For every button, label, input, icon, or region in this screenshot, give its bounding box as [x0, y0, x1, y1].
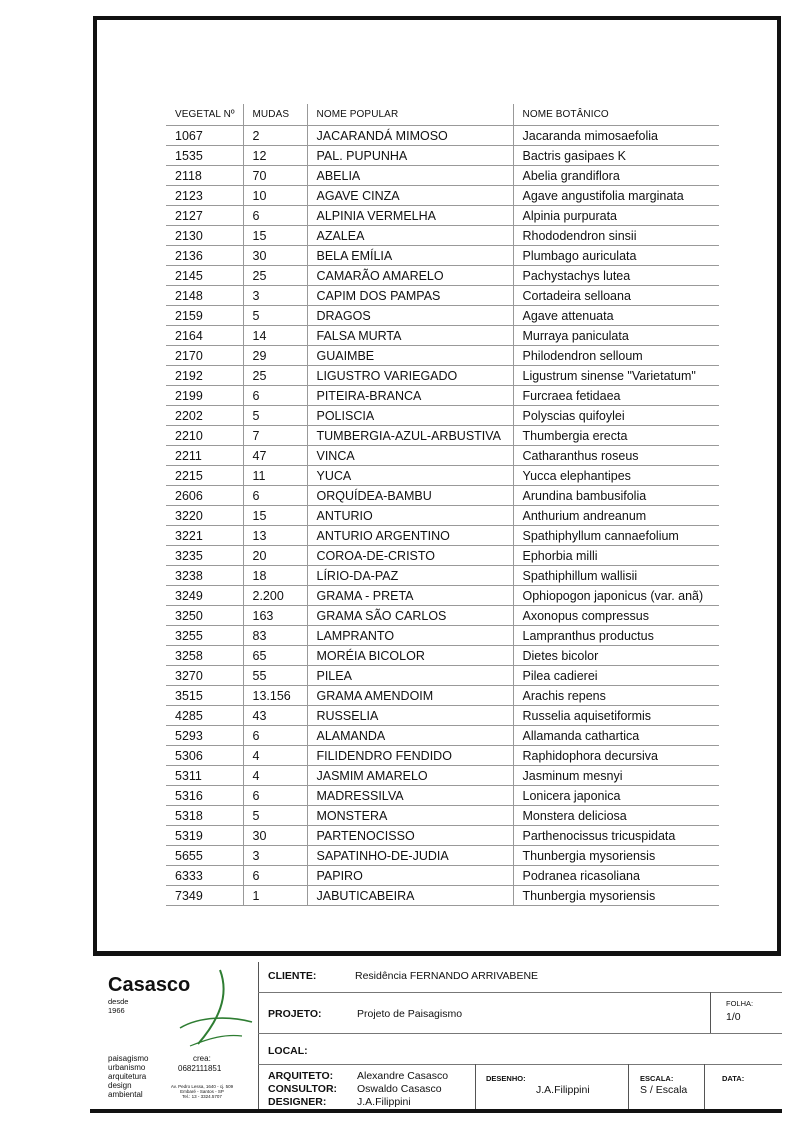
cell-vegetal-number: 2606	[166, 486, 243, 506]
cell-nome-botanico: Thumbergia erecta	[513, 426, 719, 446]
cell-nome-popular: PITEIRA-BRANCA	[307, 386, 513, 406]
table-row	[166, 866, 719, 886]
cell-mudas: 18	[243, 566, 307, 586]
cell-mudas: 12	[243, 146, 307, 166]
folha-value: 1/0	[726, 1011, 741, 1023]
cell-nome-popular: YUCA	[307, 466, 513, 486]
cell-vegetal-number: 2199	[166, 386, 243, 406]
cell-vegetal-number: 3255	[166, 626, 243, 646]
cell-nome-popular: LÍRIO-DA-PAZ	[307, 566, 513, 586]
table-row	[166, 406, 719, 426]
cell-nome-popular: DRAGOS	[307, 306, 513, 326]
cell-nome-popular: FALSA MURTA	[307, 326, 513, 346]
cell-vegetal-number: 4285	[166, 706, 243, 726]
cell-vegetal-number: 2136	[166, 246, 243, 266]
cell-vegetal-number: 3270	[166, 666, 243, 686]
cell-nome-botanico: Bactris gasipaes K	[513, 146, 719, 166]
table-row	[166, 266, 719, 286]
cell-nome-popular: PILEA	[307, 666, 513, 686]
cell-mudas: 6	[243, 786, 307, 806]
table-row	[166, 646, 719, 666]
cell-nome-botanico: Ephorbia milli	[513, 546, 719, 566]
cell-mudas: 30	[243, 826, 307, 846]
cell-mudas: 15	[243, 506, 307, 526]
folha-label: FOLHA:	[726, 999, 754, 1008]
cell-mudas: 6	[243, 206, 307, 226]
cell-nome-popular: GRAMA SÃO CARLOS	[307, 606, 513, 626]
table-row	[166, 766, 719, 786]
projeto-label: PROJETO:	[268, 1008, 322, 1020]
cell-mudas: 30	[243, 246, 307, 266]
cell-nome-botanico: Raphidophora decursiva	[513, 746, 719, 766]
designer-value: J.A.Filippini	[357, 1096, 411, 1108]
cell-vegetal-number: 2127	[166, 206, 243, 226]
cell-vegetal-number: 5316	[166, 786, 243, 806]
bottom-rule	[90, 1109, 782, 1113]
data-label: DATA:	[722, 1074, 745, 1083]
table-row	[166, 446, 719, 466]
cell-nome-botanico: Thunbergia mysoriensis	[513, 886, 719, 906]
cell-nome-popular: AGAVE CINZA	[307, 186, 513, 206]
col-header-vegetal: VEGETAL Nº	[166, 104, 243, 126]
cell-vegetal-number: 3220	[166, 506, 243, 526]
cell-nome-popular: GRAMA - PRETA	[307, 586, 513, 606]
table-row	[166, 846, 719, 866]
cell-mudas: 10	[243, 186, 307, 206]
cell-mudas: 4	[243, 746, 307, 766]
cell-nome-botanico: Lampranthus productus	[513, 626, 719, 646]
cell-nome-botanico: Russelia aquisetiformis	[513, 706, 719, 726]
cell-mudas: 3	[243, 846, 307, 866]
table-row	[166, 786, 719, 806]
cell-nome-popular: ALPINIA VERMELHA	[307, 206, 513, 226]
cell-nome-popular: CAPIM DOS PAMPAS	[307, 286, 513, 306]
table-row	[166, 426, 719, 446]
cell-nome-botanico: Furcraea fetidaea	[513, 386, 719, 406]
cell-nome-popular: CAMARÃO AMARELO	[307, 266, 513, 286]
cell-nome-botanico: Arachis repens	[513, 686, 719, 706]
cell-mudas: 43	[243, 706, 307, 726]
cell-vegetal-number: 2192	[166, 366, 243, 386]
cell-mudas: 1	[243, 886, 307, 906]
crea-number: 0682111851	[178, 1064, 222, 1073]
cell-nome-botanico: Spathiphillum wallisii	[513, 566, 719, 586]
table-row	[166, 326, 719, 346]
local-label: LOCAL:	[268, 1045, 308, 1057]
cell-nome-popular: ORQUÍDEA-BAMBU	[307, 486, 513, 506]
cell-mudas: 25	[243, 366, 307, 386]
cell-nome-popular: ANTURIO	[307, 506, 513, 526]
cell-vegetal-number: 7349	[166, 886, 243, 906]
cell-mudas: 13.156	[243, 686, 307, 706]
cell-mudas: 14	[243, 326, 307, 346]
cell-vegetal-number: 3221	[166, 526, 243, 546]
table-header-row	[166, 104, 719, 126]
cell-mudas: 3	[243, 286, 307, 306]
cell-nome-popular: JASMIM AMARELO	[307, 766, 513, 786]
cell-nome-popular: PAL. PUPUNHA	[307, 146, 513, 166]
arquiteto-label: ARQUITETO:	[268, 1070, 334, 1082]
cell-nome-botanico: Ophiopogon japonicus (var. anã)	[513, 586, 719, 606]
cell-nome-popular: FILIDENDRO FENDIDO	[307, 746, 513, 766]
services-list: paisagismo urbanismo arquitetura design ambiental	[108, 1054, 149, 1099]
col-header-mudas: MUDAS	[243, 104, 307, 126]
cell-vegetal-number: 5311	[166, 766, 243, 786]
consultor-label: CONSULTOR:	[268, 1083, 338, 1095]
cell-vegetal-number: 3250	[166, 606, 243, 626]
cell-nome-popular: LAMPRANTO	[307, 626, 513, 646]
cell-mudas: 6	[243, 726, 307, 746]
cell-nome-botanico: Dietes bicolor	[513, 646, 719, 666]
cell-nome-botanico: Ligustrum sinense "Varietatum"	[513, 366, 719, 386]
cell-nome-popular: LIGUSTRO VARIEGADO	[307, 366, 513, 386]
table-row	[166, 506, 719, 526]
cell-vegetal-number: 6333	[166, 866, 243, 886]
cell-vegetal-number: 2130	[166, 226, 243, 246]
cell-nome-botanico: Parthenocissus tricuspidata	[513, 826, 719, 846]
brand-name: Casasco	[108, 974, 191, 996]
cell-vegetal-number: 3515	[166, 686, 243, 706]
cell-nome-botanico: Agave attenuata	[513, 306, 719, 326]
cell-nome-popular: GRAMA AMENDOIM	[307, 686, 513, 706]
cell-nome-botanico: Plumbago auriculata	[513, 246, 719, 266]
table-row	[166, 346, 719, 366]
table-row	[166, 166, 719, 186]
cell-nome-popular: ALAMANDA	[307, 726, 513, 746]
cell-vegetal-number: 5293	[166, 726, 243, 746]
cell-nome-popular: RUSSELIA	[307, 706, 513, 726]
cell-mudas: 13	[243, 526, 307, 546]
cell-nome-popular: COROA-DE-CRISTO	[307, 546, 513, 566]
table-row	[166, 666, 719, 686]
cell-nome-botanico: Anthurium andreanum	[513, 506, 719, 526]
cell-nome-popular: MADRESSILVA	[307, 786, 513, 806]
cell-mudas: 47	[243, 446, 307, 466]
cell-nome-popular: GUAIMBE	[307, 346, 513, 366]
plant-schedule-table	[166, 104, 719, 906]
cell-vegetal-number: 3258	[166, 646, 243, 666]
table-row	[166, 146, 719, 166]
table-body	[166, 126, 719, 906]
table-row	[166, 746, 719, 766]
cell-nome-popular: ANTURIO ARGENTINO	[307, 526, 513, 546]
cell-vegetal-number: 2148	[166, 286, 243, 306]
cell-mudas: 2	[243, 126, 307, 146]
table-row	[166, 886, 719, 906]
cell-nome-popular: JABUTICABEIRA	[307, 886, 513, 906]
desenho-label: DESENHO:	[486, 1074, 526, 1083]
cell-nome-popular: MORÉIA BICOLOR	[307, 646, 513, 666]
cell-nome-botanico: Cortadeira selloana	[513, 286, 719, 306]
table-row	[166, 706, 719, 726]
company-address: Av. Pedro Lessa, 1640 - cj. 509 Embaré - Santos - SP Tel.: 13 - 3324.5707	[170, 1084, 234, 1099]
col-header-nome-popular: NOME POPULAR	[307, 104, 513, 126]
cell-nome-botanico: Agave angustifolia marginata	[513, 186, 719, 206]
cell-nome-botanico: Catharanthus roseus	[513, 446, 719, 466]
since-year: 1966	[108, 1006, 125, 1015]
table-row	[166, 626, 719, 646]
cell-vegetal-number: 3249	[166, 586, 243, 606]
table-row	[166, 206, 719, 226]
cell-vegetal-number: 2210	[166, 426, 243, 446]
cell-mudas: 6	[243, 386, 307, 406]
table-row	[166, 806, 719, 826]
cell-nome-botanico: Philodendron selloum	[513, 346, 719, 366]
escala-value: S / Escala	[640, 1084, 688, 1096]
designer-label: DESIGNER:	[268, 1096, 327, 1108]
cell-nome-botanico: Pilea cadierei	[513, 666, 719, 686]
cell-vegetal-number: 1067	[166, 126, 243, 146]
table-row	[166, 586, 719, 606]
cell-vegetal-number: 2211	[166, 446, 243, 466]
cliente-value: Residência FERNANDO ARRIVABENE	[355, 970, 539, 982]
cell-mudas: 70	[243, 166, 307, 186]
cell-nome-botanico: Axonopus compressus	[513, 606, 719, 626]
cell-vegetal-number: 2164	[166, 326, 243, 346]
cell-nome-popular: TUMBERGIA-AZUL-ARBUSTIVA	[307, 426, 513, 446]
cell-nome-popular: VINCA	[307, 446, 513, 466]
title-block	[90, 962, 782, 1112]
table-row	[166, 526, 719, 546]
cell-mudas: 83	[243, 626, 307, 646]
cell-nome-popular: PAPIRO	[307, 866, 513, 886]
cell-vegetal-number: 5306	[166, 746, 243, 766]
cell-vegetal-number: 1535	[166, 146, 243, 166]
cell-vegetal-number: 3238	[166, 566, 243, 586]
cell-nome-popular: AZALEA	[307, 226, 513, 246]
cell-mudas: 20	[243, 546, 307, 566]
cell-nome-popular: SAPATINHO-DE-JUDIA	[307, 846, 513, 866]
cell-nome-botanico: Yucca elephantipes	[513, 466, 719, 486]
cell-nome-botanico: Pachystachys lutea	[513, 266, 719, 286]
cell-nome-botanico: Abelia grandiflora	[513, 166, 719, 186]
cell-mudas: 6	[243, 486, 307, 506]
arquiteto-value: Alexandre Casasco	[357, 1070, 449, 1082]
table-row	[166, 686, 719, 706]
table-row	[166, 386, 719, 406]
cell-vegetal-number: 2123	[166, 186, 243, 206]
cell-nome-botanico: Monstera deliciosa	[513, 806, 719, 826]
table-row	[166, 826, 719, 846]
cell-nome-popular: ABELIA	[307, 166, 513, 186]
cliente-label: CLIENTE:	[268, 970, 317, 982]
table-row	[166, 726, 719, 746]
cell-nome-popular: MONSTERA	[307, 806, 513, 826]
cell-nome-botanico: Podranea ricasoliana	[513, 866, 719, 886]
table-row	[166, 606, 719, 626]
cell-mudas: 29	[243, 346, 307, 366]
cell-nome-botanico: Alpinia purpurata	[513, 206, 719, 226]
table-row	[166, 186, 719, 206]
cell-mudas: 2.200	[243, 586, 307, 606]
cell-mudas: 11	[243, 466, 307, 486]
cell-nome-popular: JACARANDÁ MIMOSO	[307, 126, 513, 146]
cell-mudas: 5	[243, 806, 307, 826]
cell-nome-botanico: Jasminum mesnyi	[513, 766, 719, 786]
cell-nome-botanico: Thunbergia mysoriensis	[513, 846, 719, 866]
cell-vegetal-number: 5319	[166, 826, 243, 846]
casasco-leaf-logo	[170, 966, 260, 1051]
crea-label: crea:	[193, 1054, 211, 1063]
table-row	[166, 486, 719, 506]
cell-mudas: 55	[243, 666, 307, 686]
cell-mudas: 7	[243, 426, 307, 446]
cell-nome-botanico: Murraya paniculata	[513, 326, 719, 346]
cell-vegetal-number: 2215	[166, 466, 243, 486]
table-row	[166, 566, 719, 586]
cell-mudas: 5	[243, 406, 307, 426]
cell-nome-botanico: Lonicera japonica	[513, 786, 719, 806]
cell-mudas: 25	[243, 266, 307, 286]
table-row	[166, 366, 719, 386]
cell-vegetal-number: 3235	[166, 546, 243, 566]
cell-vegetal-number: 2159	[166, 306, 243, 326]
cell-mudas: 15	[243, 226, 307, 246]
consultor-value: Oswaldo Casasco	[357, 1083, 442, 1095]
cell-vegetal-number: 2118	[166, 166, 243, 186]
cell-vegetal-number: 2170	[166, 346, 243, 366]
cell-mudas: 163	[243, 606, 307, 626]
cell-nome-botanico: Rhododendron sinsii	[513, 226, 719, 246]
table-row	[166, 466, 719, 486]
since-label: desde	[108, 997, 129, 1006]
cell-mudas: 65	[243, 646, 307, 666]
table-row	[166, 546, 719, 566]
table-row	[166, 286, 719, 306]
cell-nome-botanico: Spathiphyllum cannaefolium	[513, 526, 719, 546]
cell-vegetal-number: 5318	[166, 806, 243, 826]
cell-vegetal-number: 5655	[166, 846, 243, 866]
cell-nome-botanico: Allamanda cathartica	[513, 726, 719, 746]
cell-mudas: 5	[243, 306, 307, 326]
desenho-value: J.A.Filippini	[536, 1084, 590, 1096]
table-row	[166, 226, 719, 246]
cell-vegetal-number: 2145	[166, 266, 243, 286]
cell-mudas: 6	[243, 866, 307, 886]
cell-nome-botanico: Arundina bambusifolia	[513, 486, 719, 506]
cell-nome-popular: PARTENOCISSO	[307, 826, 513, 846]
table-row	[166, 126, 719, 146]
col-header-nome-botanico: NOME BOTÂNICO	[513, 104, 719, 126]
escala-label: ESCALA:	[640, 1074, 674, 1083]
cell-nome-botanico: Polyscias quifoylei	[513, 406, 719, 426]
cell-nome-popular: POLISCIA	[307, 406, 513, 426]
table-row	[166, 306, 719, 326]
cell-vegetal-number: 2202	[166, 406, 243, 426]
cell-nome-botanico: Jacaranda mimosaefolia	[513, 126, 719, 146]
projeto-value: Projeto de Paisagismo	[357, 1008, 463, 1020]
cell-nome-popular: BELA EMÍLIA	[307, 246, 513, 266]
cell-mudas: 4	[243, 766, 307, 786]
table-row	[166, 246, 719, 266]
